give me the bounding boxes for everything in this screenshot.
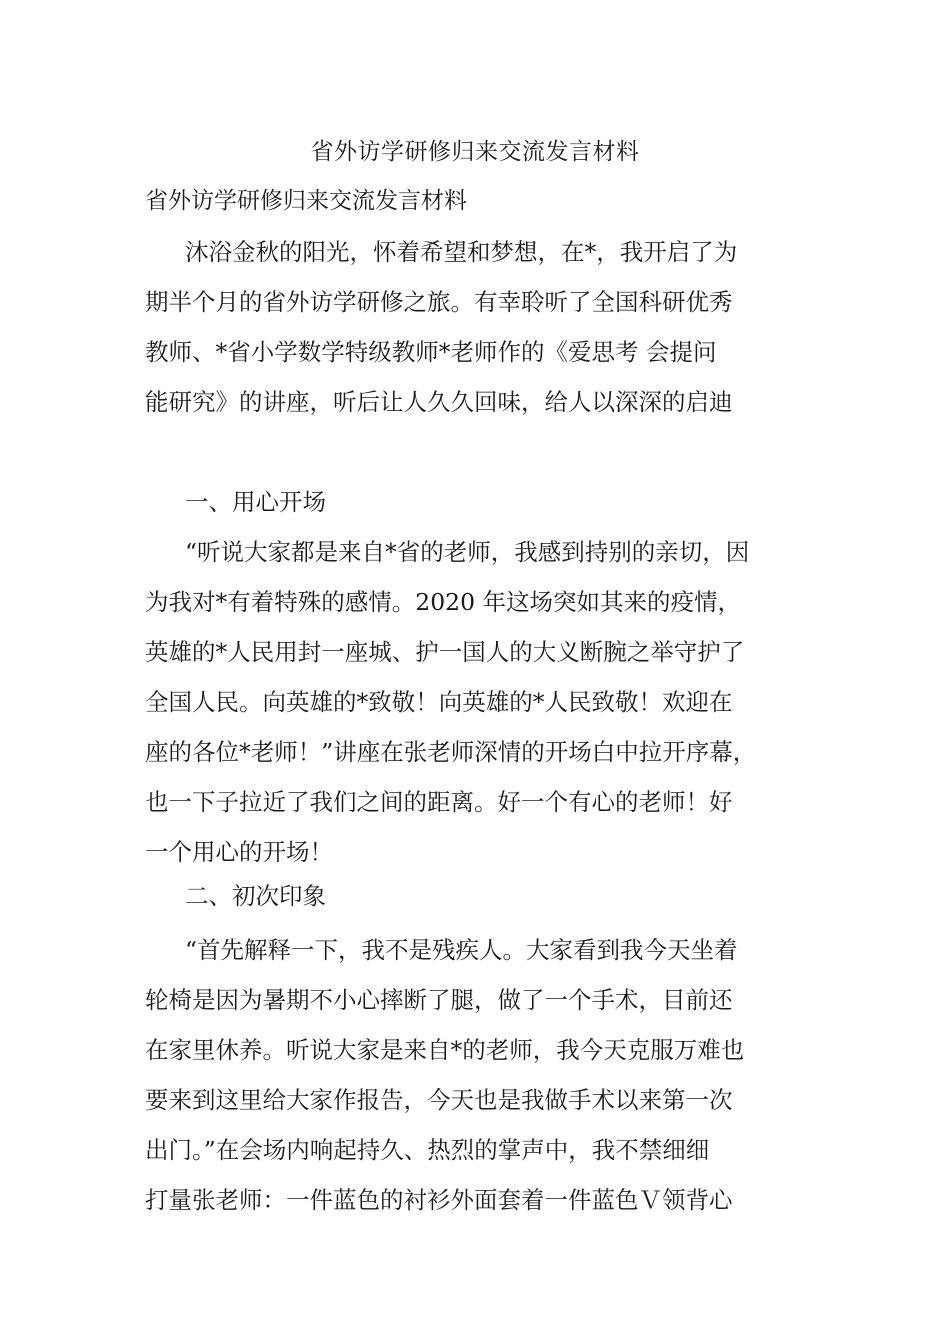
- paragraph-line: 打量张老师：一件蓝色的衬衫外面套着一件蓝色Ｖ领背心: [145, 1186, 733, 1214]
- section-heading: 二、初次印象: [185, 882, 326, 910]
- paragraph-line: 也一下子拉近了我们之间的距离。好一个有心的老师！好: [145, 788, 733, 816]
- paragraph-line: 英雄的*人民用封一座城、护一国人的大义断腕之举守护了: [145, 638, 745, 666]
- paragraph-line: 能研究》的讲座，听后让人久久回味，给人以深深的启迪: [145, 388, 733, 416]
- paragraph-line: 出门。”在会场内响起持久、热烈的掌声中，我不禁细细: [145, 1136, 710, 1164]
- paragraph-line: “听说大家都是来自*省的老师，我感到持别的亲切，因: [185, 538, 750, 566]
- section-heading: 一、用心开场: [185, 488, 326, 516]
- paragraph-line: 沐浴金秋的阳光，怀着希望和梦想，在*，我开启了为: [185, 238, 738, 266]
- paragraph-line: 教师、*省小学数学特级教师*老师作的《爱思考 会提问: [145, 338, 717, 366]
- paragraph-line: 在家里休养。听说大家是来自*的老师，我今天克服万难也: [145, 1036, 745, 1064]
- paragraph-line: 要来到这里给大家作报告，今天也是我做手术以来第一次: [145, 1086, 733, 1114]
- paragraph-line: 一个用心的开场！: [145, 838, 333, 866]
- paragraph-line: 全国人民。向英雄的*致敬！向英雄的*人民致敬！欢迎在: [145, 688, 733, 716]
- paragraph-line: 轮椅是因为暑期不小心摔断了腿，做了一个手术，目前还: [145, 986, 733, 1014]
- paragraph-line: “首先解释一下，我不是残疾人。大家看到我今天坐着: [185, 936, 738, 964]
- paragraph-line: 座的各位*老师！”讲座在张老师深情的开场白中拉开序幕，: [145, 738, 757, 766]
- paragraph-line: 为我对*有着特殊的感情。2020 年这场突如其来的疫情，: [145, 588, 742, 616]
- paragraph-line: 期半个月的省外访学研修之旅。有幸聆听了全国科研优秀: [145, 288, 733, 316]
- document-title: 省外访学研修归来交流发言材料: [310, 139, 640, 165]
- document-subtitle: 省外访学研修归来交流发言材料: [145, 188, 467, 214]
